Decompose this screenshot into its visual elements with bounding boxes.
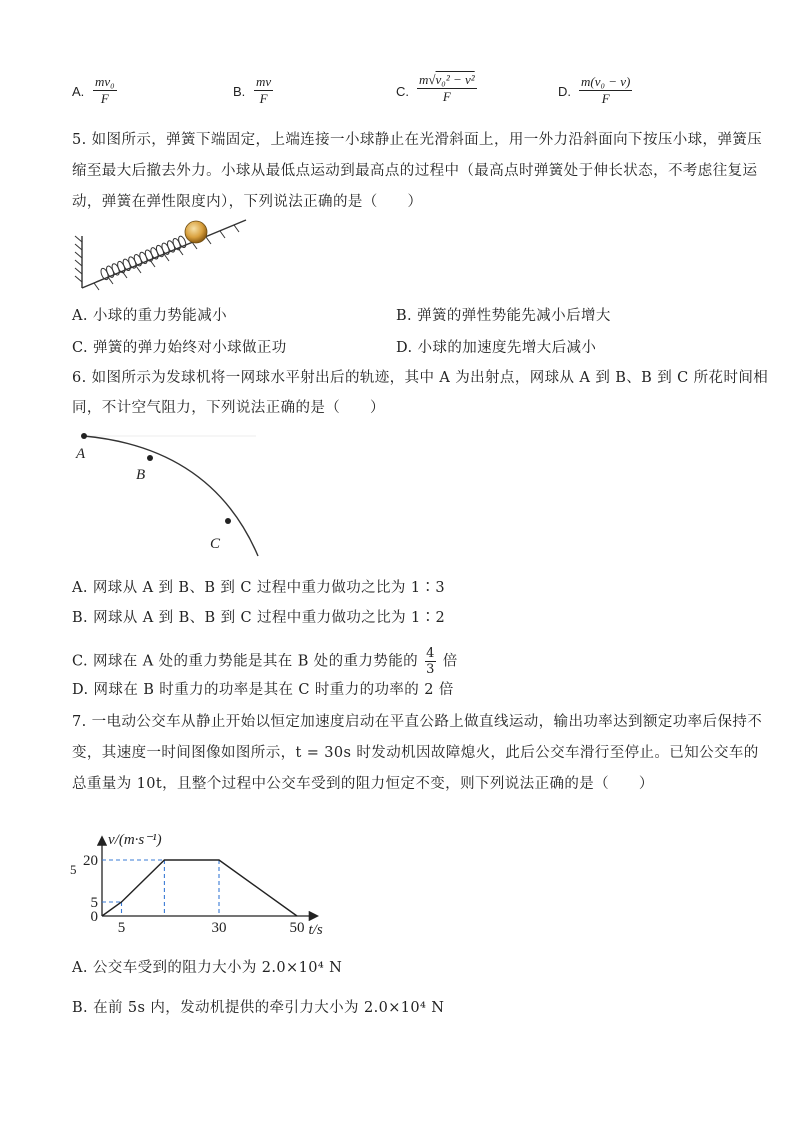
q4-option-b-numerator: mv xyxy=(256,74,272,89)
x-tick-label: 5 xyxy=(117,920,126,936)
point-a xyxy=(81,433,87,439)
q4-option-c-fraction xyxy=(417,72,477,105)
q5-stem-line-2: 缩至最大后撤去外力。小球从最低点运动到最高点的过程中（最高点时弹簧处于伸长状态，不考虑往复运 xyxy=(72,163,758,179)
q7-option-a: A. 公交车受到的阻力大小为 2.0×10⁴ N xyxy=(72,960,343,976)
q5-option-b: B. 弹簧的弹性势能先减小后增大 xyxy=(396,308,611,324)
q6-trajectory-diagram xyxy=(72,428,272,562)
x-tick-label: 30 xyxy=(211,920,227,936)
origin-label: 0 xyxy=(90,909,98,925)
q4-option-c-denominator: F xyxy=(442,89,451,104)
point-b xyxy=(147,455,153,461)
y-axis-title: v/(m·s⁻¹) xyxy=(108,832,162,848)
q4-option-c-letter: C. xyxy=(396,84,409,99)
q5-stem-line-3: 动，弹簧在弹性限度内），下列说法正确的是（ ） xyxy=(72,194,423,210)
x-axis-title: t/s xyxy=(308,922,323,938)
q4-option-b-fraction xyxy=(254,74,273,107)
q4-option-b-letter: B. xyxy=(233,84,246,99)
label-c: C xyxy=(210,536,221,552)
q7-option-b: B. 在前 5s 内，发动机提供的牵引力大小为 2.0×10⁴ N xyxy=(72,1000,445,1016)
q7-stem-line-1: 7. 一电动公交车从静止开始以恒定加速度启动在平直公路上做直线运动，输出功率达到额定功率后保持不 xyxy=(72,714,763,730)
y-tick-label: 5 xyxy=(90,895,98,911)
side-label: 5 xyxy=(70,862,77,877)
spring xyxy=(92,235,187,284)
q5-option-d: D. 小球的加速度先增大后减小 xyxy=(396,340,597,356)
y-tick-label: 20 xyxy=(83,853,98,869)
velocity-curve xyxy=(102,860,297,916)
q6-option-a: A. 网球从 A 到 B、B 到 C 过程中重力做功之比为 1∶3 xyxy=(72,580,445,596)
label-a: A xyxy=(76,446,86,462)
label-b: B xyxy=(136,467,146,483)
q4-option-d-letter: D. xyxy=(558,84,571,99)
q6-option-b: B. 网球从 A 到 B、B 到 C 过程中重力做功之比为 1∶2 xyxy=(72,610,446,626)
ball xyxy=(185,221,207,243)
q6-option-c-numerator: 4 xyxy=(426,646,435,661)
q4-option-a-letter: A. xyxy=(72,84,85,99)
point-c xyxy=(225,518,231,524)
q6-stem-line-1: 6. 如图所示为发球机将一网球水平射出后的轨迹，其中 A 为出射点，网球从 A 到 B、B 到 C 所花时间相 xyxy=(72,370,769,386)
q5-option-c: C. 弹簧的弹力始终对小球做正功 xyxy=(72,340,287,356)
chart-series xyxy=(102,860,297,916)
q4-option-a-numerator: mv₀ xyxy=(95,74,115,89)
q5-option-a: A. 小球的重力势能减小 xyxy=(72,308,227,324)
chart-guide-lines xyxy=(102,860,219,916)
q6-option-c-denominator: 3 xyxy=(426,662,435,677)
q7-velocity-time-chart xyxy=(66,806,323,940)
q7-stem-line-2: 变，其速度一时间图像如图所示，t = 30s 时发动机因故障熄火，此后公交车滑行至停止。已知公交车的 xyxy=(72,745,759,761)
q5-stem-line-1: 5. 如图所示，弹簧下端固定，上端连接一小球静止在光滑斜面上，用一外力沿斜面向下按压小球，弹簧压 xyxy=(72,132,763,148)
chart-labels xyxy=(70,832,323,938)
trajectory-curve xyxy=(84,436,258,556)
q6-option-c-fraction xyxy=(425,646,436,677)
chart-axes xyxy=(102,838,317,916)
q4-option-d-numerator: m(v₀ − v) xyxy=(581,74,631,89)
q6-option-d: D. 网球在 B 时重力的功率是其在 C 时重力的功率的 2 倍 xyxy=(72,682,454,698)
q5-incline-spring-diagram xyxy=(72,214,252,290)
q4-option-a-denominator: F xyxy=(100,91,109,106)
q6-option-c xyxy=(72,646,458,677)
wall-hatching xyxy=(75,236,82,282)
q4-option-b-denominator: F xyxy=(259,91,268,106)
q7-stem-line-3: 总重量为 10t，且整个过程中公交车受到的阻力恒定不变，则下列说法正确的是（ ） xyxy=(72,776,654,792)
q4-option-a-fraction xyxy=(93,74,117,107)
q6-option-c-suffix: 倍 xyxy=(442,653,458,670)
incline-hatching xyxy=(94,225,239,290)
q4-option-c-numerator: m√v₀² − v² xyxy=(419,72,475,87)
q6-option-c-text: C. 网球在 A 处的重力势能是其在 B 处的重力势能的 xyxy=(72,653,419,670)
q4-option-d-denominator: F xyxy=(601,91,610,106)
x-tick-label: 50 xyxy=(289,920,305,936)
q4-option-d-fraction xyxy=(579,74,632,107)
q6-stem-line-2: 同，不计空气阻力，下列说法正确的是（ ） xyxy=(72,400,385,416)
